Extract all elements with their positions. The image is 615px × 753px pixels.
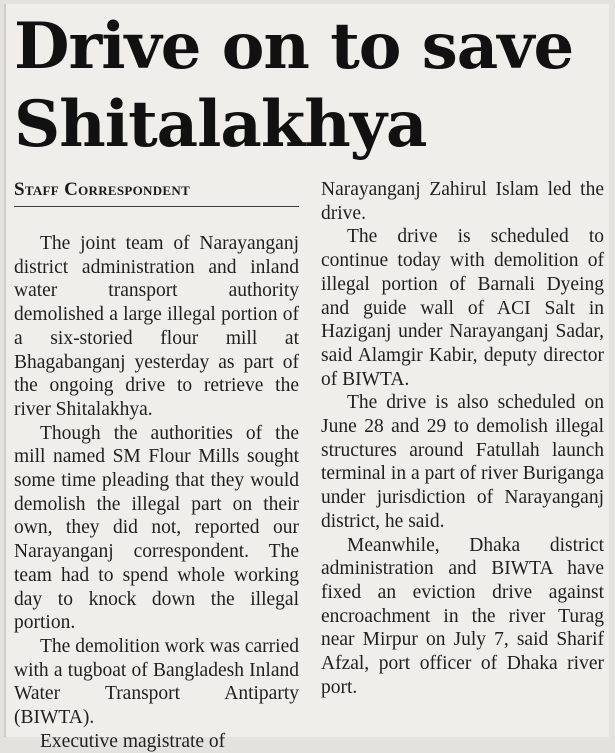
article-byline: Staff Correspondent: [14, 179, 191, 200]
article-paragraph: Narayanganj Zahirul Islam led the drive.: [321, 179, 604, 224]
article-column-left: [14, 178, 299, 753]
article-paragraph: Though the authorities of the mill named SM Flour Mills sought some time pleading that they would demolish the illegal part on their own, they did not, reported our Narayanganj correspondent. The team had to spend whole working day to knock down the illegal portion.: [14, 422, 299, 634]
article-paragraph: The drive is scheduled to continue today with demolition of illegal portion of Barnali Dyeing and guide wall of ACI Salt in Haziganj under Narayanganj Sadar, said Alamgir Kabir, deputy director of BIWTA.: [321, 226, 604, 390]
article-paragraph: The demolition work was carried with a tugboat of Bangladesh Inland Water Transport Antiparty (BIWTA).: [14, 635, 299, 729]
article-paragraph: The drive is also scheduled on June 28 and 29 to demolish illegal structures around Fatullah launch terminal in a part of river Buriganga under jurisdiction of Narayanganj district, he said.: [321, 392, 604, 532]
article-headline: Drive on to save Shitalakhya: [14, 9, 574, 162]
byline-rule: [14, 206, 299, 207]
article-column-right: [321, 178, 604, 699]
article-paragraph: Meanwhile, Dhaka district administration and BIWTA have fixed an eviction drive against encroachment in the river Turag near Mirpur on July 7, said Sharif Afzal, port officer of Dhaka river port.: [321, 534, 604, 698]
article-paragraph: Executive magistrate of: [40, 730, 226, 752]
article-paragraph: The joint team of Narayanganj district administration and inland water transport authority demolished a large illegal portion of a six-storied flour mill at Bhagabanganj yesterday as part of the ongoing drive to retrieve the river Shitalakhya.: [14, 233, 299, 420]
